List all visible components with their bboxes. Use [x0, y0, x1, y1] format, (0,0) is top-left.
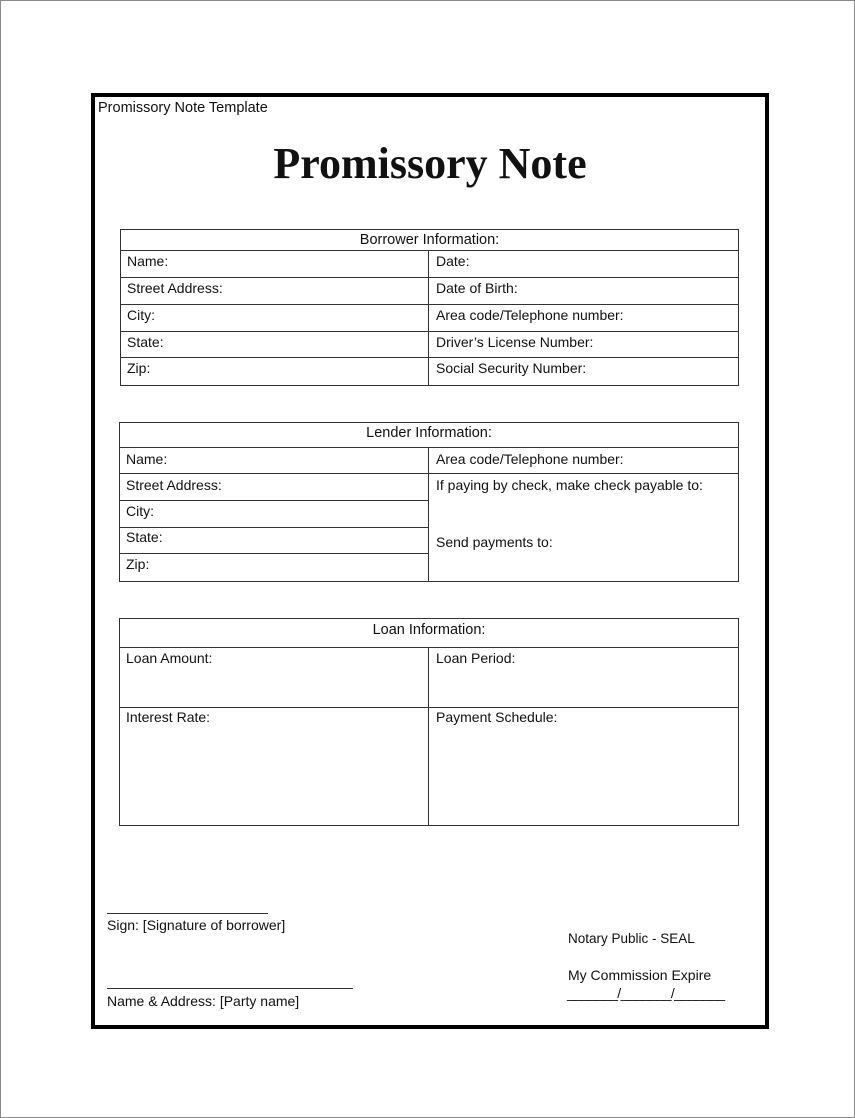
lender-check-payable-field[interactable]: If paying by check, make check payable to:: [436, 477, 703, 493]
row-divider: [120, 357, 739, 358]
lender-state-field[interactable]: State:: [126, 529, 163, 545]
column-divider: [428, 447, 429, 581]
borrower-sign-label: Sign: [Signature of borrower]: [107, 917, 286, 933]
lender-name-field[interactable]: Name:: [126, 451, 168, 467]
borrower-zip-field[interactable]: Zip:: [127, 360, 151, 376]
row-divider: [119, 447, 739, 448]
lender-zip-field[interactable]: Zip:: [126, 556, 150, 572]
row-divider: [120, 250, 739, 251]
lender-send-payments-field[interactable]: Send payments to:: [436, 534, 553, 550]
row-divider: [119, 473, 739, 474]
borrower-name-field[interactable]: Name:: [127, 253, 169, 269]
borrower-date-field[interactable]: Date:: [436, 253, 470, 269]
commission-label: My Commission Expire: [568, 967, 712, 983]
borrower-phone-field[interactable]: Area code/Telephone number:: [436, 307, 624, 323]
loan-period-field[interactable]: Loan Period:: [436, 650, 516, 666]
notary-seal-label: Notary Public - SEAL: [568, 931, 695, 946]
payment-schedule-field[interactable]: Payment Schedule:: [436, 709, 558, 725]
borrower-license-field[interactable]: Driver’s License Number:: [436, 334, 594, 350]
document-title: Promissory Note: [273, 139, 587, 188]
lender-city-field[interactable]: City:: [126, 503, 154, 519]
name-address-label: Name & Address: [Party name]: [107, 993, 300, 1009]
row-divider: [119, 527, 428, 528]
lender-heading: Lender Information:: [366, 425, 492, 441]
column-divider: [428, 250, 429, 385]
row-divider: [120, 331, 739, 332]
borrower-signature-line[interactable]: [107, 913, 268, 914]
borrower-box: [120, 229, 739, 386]
lender-box: [119, 422, 739, 582]
lender-phone-field[interactable]: Area code/Telephone number:: [436, 451, 624, 467]
lender-street-field[interactable]: Street Address:: [126, 477, 222, 493]
column-divider: [428, 647, 429, 825]
borrower-street-field[interactable]: Street Address:: [127, 280, 223, 296]
name-address-line[interactable]: [107, 988, 353, 989]
borrower-dob-field[interactable]: Date of Birth:: [436, 280, 518, 296]
borrower-state-field[interactable]: State:: [127, 334, 164, 350]
loan-amount-field[interactable]: Loan Amount:: [126, 650, 213, 666]
borrower-city-field[interactable]: City:: [127, 307, 155, 323]
template-label: Promissory Note Template: [98, 100, 268, 116]
row-divider: [119, 707, 739, 708]
row-divider: [120, 277, 739, 278]
row-divider: [119, 500, 428, 501]
row-divider: [120, 304, 739, 305]
loan-heading: Loan Information:: [372, 622, 486, 638]
row-divider: [119, 647, 739, 648]
commission-date-field[interactable]: _______/_______/_______: [567, 985, 725, 1001]
row-divider: [119, 553, 428, 554]
interest-rate-field[interactable]: Interest Rate:: [126, 709, 211, 725]
borrower-ssn-field[interactable]: Social Security Number:: [436, 360, 587, 376]
borrower-heading: Borrower Information:: [359, 232, 500, 248]
